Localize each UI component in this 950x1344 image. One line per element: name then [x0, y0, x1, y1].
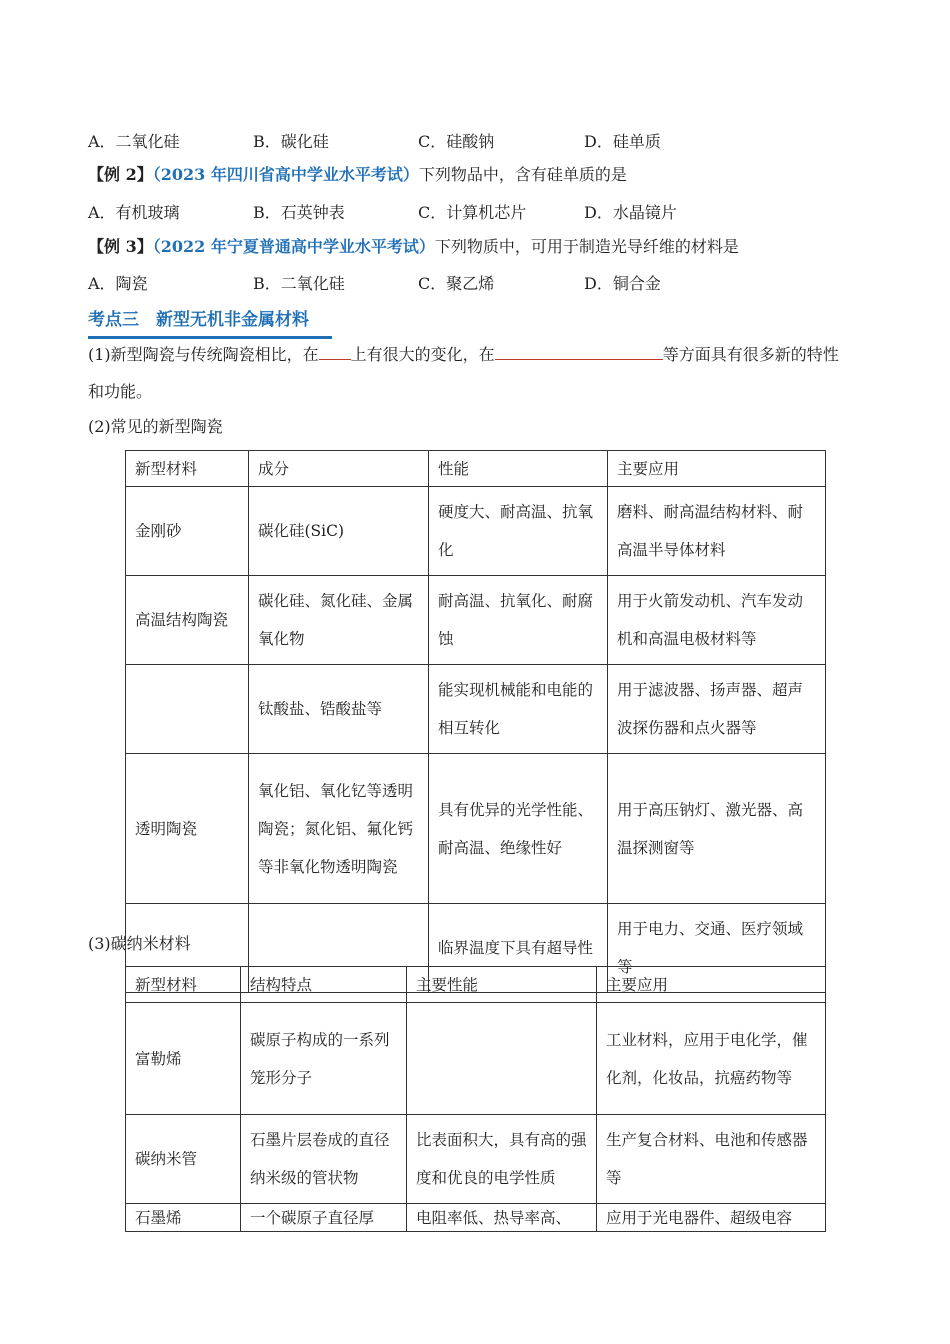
table-cell: 碳化硅、氮化硅、金属氧化物: [249, 576, 429, 665]
table-cell: 透明陶瓷: [126, 754, 249, 904]
option-d: D．硅单质: [584, 132, 661, 151]
option-a: A．二氧化硅: [88, 132, 180, 151]
example-tag: 【例 3】: [88, 237, 153, 256]
table-cell: 碳原子构成的一系列笼形分子: [241, 1003, 407, 1115]
table-row: [126, 1003, 826, 1115]
example-question: 下列物质中，可用于制造光导纤维的材料是: [434, 237, 739, 256]
header-cell: 成分: [249, 451, 429, 487]
option-b: B．二氧化硅: [253, 274, 345, 293]
option-c: C．计算机芯片: [418, 203, 527, 222]
section-title: 考点三 新型无机非金属材料: [88, 310, 309, 330]
table-row: [126, 754, 826, 904]
option-a: A．有机玻璃: [88, 203, 180, 222]
header-cell: 主要性能: [407, 967, 597, 1003]
paragraph-1: [88, 343, 839, 366]
table-cell: 临界温度下具有超导性: [429, 904, 608, 993]
table-cell: 比表面积大，具有高的强度和优良的电学性质: [407, 1115, 597, 1204]
table-cell: 应用于光电器件、超级电容: [597, 1204, 826, 1232]
table-cell: 金刚砂: [126, 487, 249, 576]
example-2: [88, 164, 627, 186]
table-cell: 氧化铝、氧化钇等透明陶瓷；氮化铝、氟化钙等非氧化物透明陶瓷: [249, 754, 429, 904]
table-cell: 碳化硅(SiC): [249, 487, 429, 576]
table-cell: 磨料、耐高温结构材料、耐高温半导体材料: [608, 487, 826, 576]
table-cell: 用于高压钠灯、激光器、高温探测窗等: [608, 754, 826, 904]
table-row: [126, 576, 826, 665]
option-b: B．石英钟表: [253, 203, 345, 222]
table-cell: 高温结构陶瓷: [126, 576, 249, 665]
carbon-nanomaterials-table: [125, 966, 826, 1232]
header-cell: 主要应用: [597, 967, 826, 1003]
table-cell: 工业材料，应用于电化学，催化剂，化妆品，抗癌药物等: [597, 1003, 826, 1115]
table-row: [126, 1204, 826, 1232]
table-cell: 富勒烯: [126, 1003, 241, 1115]
table-cell: [407, 1003, 597, 1115]
header-cell: 新型材料: [126, 967, 241, 1003]
table-cell: 用于火箭发动机、汽车发动机和高温电极材料等: [608, 576, 826, 665]
header-cell: 结构特点: [241, 967, 407, 1003]
table-cell: 一个碳原子直径厚: [241, 1204, 407, 1232]
option-b: B．碳化硅: [253, 132, 329, 151]
table-cell: 石墨片层卷成的直径纳米级的管状物: [241, 1115, 407, 1204]
paragraph-1-cont: 和功能。: [88, 382, 153, 401]
table-row: [126, 487, 826, 576]
fill-blank[interactable]: [495, 343, 663, 360]
table-cell: 钛酸盐、锆酸盐等: [249, 665, 429, 754]
table-cell: 电阻率低、热导率高、: [407, 1204, 597, 1232]
section-underline: [88, 336, 332, 339]
table-2-label: (3)碳纳米材料: [88, 934, 191, 953]
table-cell: 硬度大、耐高温、抗氧化: [429, 487, 608, 576]
header-cell: 主要应用: [608, 451, 826, 487]
table-cell: 用于电力、交通、医疗领域等: [608, 904, 826, 993]
example-3: [88, 236, 739, 258]
header-cell: 新型材料: [126, 451, 249, 487]
table-cell: 用于滤波器、扬声器、超声波探伤器和点火器等: [608, 665, 826, 754]
option-d: D．铜合金: [584, 274, 661, 293]
new-ceramics-table: [125, 450, 826, 993]
table-cell: [126, 665, 249, 754]
option-d: D．水晶镜片: [584, 203, 677, 222]
paragraph-text: 等方面具有很多新的特性: [662, 345, 839, 364]
table-header-row: [126, 451, 826, 487]
example-tag: 【例 2】: [88, 165, 153, 184]
table-1-label: (2)常见的新型陶瓷: [88, 417, 223, 436]
table-cell: 耐高温、抗氧化、耐腐蚀: [429, 576, 608, 665]
header-cell: 性能: [429, 451, 608, 487]
paragraph-text: (1)新型陶瓷与传统陶瓷相比，在: [88, 345, 319, 364]
table-row: [126, 665, 826, 754]
paragraph-text: 上有很大的变化，在: [350, 345, 495, 364]
table-row: [126, 1115, 826, 1204]
option-a: A．陶瓷: [88, 274, 148, 293]
fill-blank[interactable]: [319, 343, 351, 360]
example-source: （2023 年四川省高中学业水平考试）: [152, 165, 419, 184]
example-question: 下列物品中，含有硅单质的是: [418, 165, 627, 184]
table-header-row: [126, 967, 826, 1003]
table-cell: 能实现机械能和电能的相互转化: [429, 665, 608, 754]
table-cell: 具有优异的光学性能、耐高温、绝缘性好: [429, 754, 608, 904]
example-source: （2022 年宁夏普通高中学业水平考试）: [152, 237, 435, 256]
option-c: C．硅酸钠: [418, 132, 495, 151]
table-cell: 碳纳米管: [126, 1115, 241, 1204]
table-cell: 生产复合材料、电池和传感器等: [597, 1115, 826, 1204]
option-c: C．聚乙烯: [418, 274, 495, 293]
table-cell: 石墨烯: [126, 1204, 241, 1232]
